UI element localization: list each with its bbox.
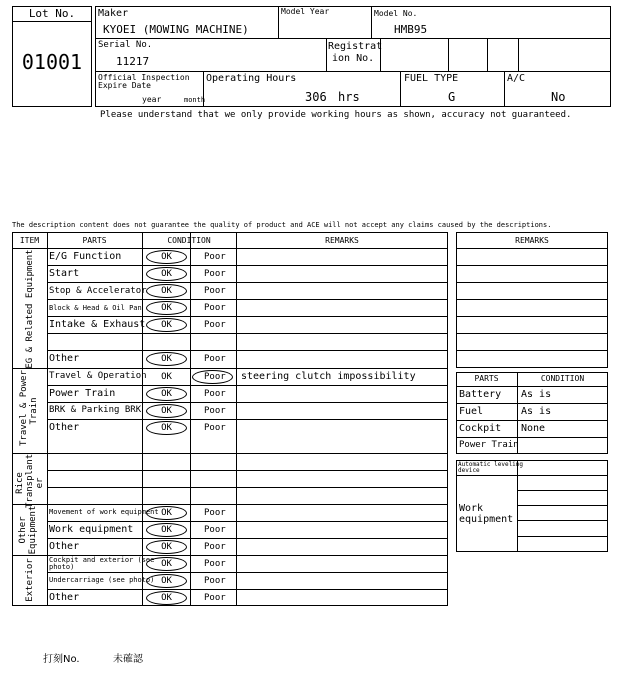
condition-ok: OK <box>161 559 172 569</box>
divider <box>47 419 448 420</box>
part-travel-other: Other <box>49 422 80 433</box>
divider <box>47 265 448 266</box>
condition-ok: OK <box>161 423 172 433</box>
condition-poor: Poor <box>204 559 226 569</box>
condition-poor: Poor <box>204 252 226 262</box>
group-rice: Rice <box>15 472 25 494</box>
lot-no-value: 01001 <box>21 50 83 74</box>
remark-travel-operation: steering clutch impossibility <box>241 371 416 382</box>
part-ext-other: Other <box>49 592 80 603</box>
lot-no-label: Lot No. <box>28 7 76 20</box>
divider <box>504 71 505 107</box>
part-undercarriage: Undercarriage (see photo) <box>49 576 155 584</box>
divider <box>456 437 608 438</box>
operating-hours-value: 306 <box>305 90 327 104</box>
month-label: month <box>184 96 206 104</box>
side-condition-header: CONDITION <box>540 374 585 383</box>
condition-poor: Poor <box>204 354 226 364</box>
inspection-label: Official Inspection <box>98 73 190 82</box>
side-condition: As is <box>521 389 552 400</box>
part-stop-accelerator: Stop & Accelerator <box>49 286 147 296</box>
model-no-value: HMB95 <box>394 23 428 36</box>
hours-unit: hrs <box>338 90 360 104</box>
part-travel-operation: Travel & Operation <box>49 371 147 381</box>
group-travel-2: Train <box>29 397 39 425</box>
divider <box>456 265 608 266</box>
divider <box>47 385 448 386</box>
condition-poor: Poor <box>204 389 226 399</box>
side-part: Fuel <box>459 406 484 417</box>
notice-text: Please understand that we only provide working hours as shown, accuracy not guaranteed. <box>100 110 572 120</box>
divider <box>517 536 608 537</box>
divider <box>12 453 448 454</box>
condition-header: CONDITION <box>167 236 211 245</box>
condition-ok: OK <box>161 372 172 382</box>
parts-header: PARTS <box>82 236 107 245</box>
divider <box>517 505 608 506</box>
divider <box>517 520 608 521</box>
divider <box>278 6 279 38</box>
condition-ok: OK <box>161 354 172 364</box>
divider <box>47 470 448 471</box>
item-header: ITEM <box>19 236 40 245</box>
divider <box>12 21 92 22</box>
group-rice-3: er <box>35 477 45 489</box>
condition-ok: OK <box>161 252 172 262</box>
divider <box>518 38 519 71</box>
group-other-equipment-2: Equipment <box>28 505 38 555</box>
divider <box>326 38 327 71</box>
right-remarks-box <box>456 232 608 368</box>
condition-poor: Poor <box>204 542 226 552</box>
condition-poor: Poor <box>204 320 226 330</box>
condition-ok: OK <box>161 269 172 279</box>
divider <box>517 490 608 491</box>
fuel-type-label: FUEL TYPE <box>404 73 459 84</box>
part-block-head: Block & Head & Oil Pan <box>49 304 142 312</box>
disclaimer-text: The description content does not guarantee the quality of product and ACE will not accept any claims caused by the descriptions. <box>12 221 552 229</box>
divider <box>12 504 448 505</box>
condition-ok: OK <box>161 542 172 552</box>
serial-no-value: 11217 <box>116 55 150 68</box>
condition-ok: OK <box>161 576 172 586</box>
registration-label-2: ion No. <box>332 53 375 64</box>
divider <box>95 38 611 39</box>
divider <box>456 333 608 334</box>
side-parts-header: PARTS <box>474 374 499 383</box>
divider <box>456 299 608 300</box>
part-power-train: Power Train <box>49 388 116 399</box>
divider <box>456 420 608 421</box>
maker-value: KYOEI (MOWING MACHINE) <box>103 23 249 36</box>
work-equipment-label-2: equipment <box>459 514 514 525</box>
part-intake-exhaust: Intake & Exhaust <box>49 319 146 330</box>
fuel-type-value: G <box>448 90 456 104</box>
divider <box>371 6 372 38</box>
ac-value: No <box>551 90 566 104</box>
divider <box>47 589 448 590</box>
remarks-header: REMARKS <box>325 236 359 245</box>
stamp-no-label: 打刻No. <box>43 654 80 665</box>
registration-label: Registrat <box>328 41 383 52</box>
part-cockpit-2: photo) <box>49 563 75 571</box>
auto-leveling-label: Automatic leveling <box>458 461 524 468</box>
part-oe-other: Other <box>49 541 80 552</box>
condition-ok: OK <box>161 320 172 330</box>
condition-poor: Poor <box>204 576 226 586</box>
part-eg-function: E/G Function <box>49 251 122 262</box>
group-travel: Travel & Power <box>19 370 29 446</box>
divider <box>456 403 608 404</box>
divider <box>12 368 448 369</box>
condition-poor: Poor <box>204 525 226 535</box>
year-label: year <box>142 95 162 104</box>
condition-ok: OK <box>161 406 172 416</box>
condition-ok: OK <box>161 389 172 399</box>
divider <box>95 71 611 72</box>
condition-poor: Poor <box>204 423 226 433</box>
side-part: Power Train <box>459 440 519 450</box>
divider <box>400 71 401 107</box>
divider <box>47 333 448 334</box>
condition-poor: Poor <box>204 372 226 382</box>
divider <box>456 350 608 351</box>
side-condition: As is <box>521 406 552 417</box>
divider <box>12 248 448 249</box>
condition-poor: Poor <box>204 286 226 296</box>
divider <box>448 38 449 71</box>
inspection-label-2: Expire Date <box>98 81 151 90</box>
divider <box>47 350 448 351</box>
condition-poor: Poor <box>204 269 226 279</box>
condition-poor: Poor <box>204 593 226 603</box>
part-work-equipment: Work equipment <box>49 524 134 535</box>
divider <box>47 402 448 403</box>
ac-label: A/C <box>507 73 526 84</box>
stamp-status: 未確認 <box>113 654 143 665</box>
part-start: Start <box>49 268 80 279</box>
condition-ok: OK <box>161 286 172 296</box>
divider <box>47 299 448 300</box>
auto-leveling-label-2: device <box>458 467 480 474</box>
condition-poor: Poor <box>204 406 226 416</box>
group-exterior: Exterior <box>25 558 35 602</box>
group-eg: EG & Related Equipment <box>25 249 35 369</box>
condition-ok: OK <box>161 593 172 603</box>
part-eg-other: Other <box>49 353 80 364</box>
part-movement-work: Movement of work equipment <box>49 508 159 516</box>
side-condition: None <box>521 423 546 434</box>
divider <box>47 521 448 522</box>
condition-ok: OK <box>161 303 172 313</box>
operating-hours-label: Operating Hours <box>206 73 297 84</box>
side-part: Battery <box>459 389 502 400</box>
condition-ok: OK <box>161 525 172 535</box>
serial-no-label: Serial No. <box>98 40 153 50</box>
divider <box>456 475 608 476</box>
divider <box>456 316 608 317</box>
divider <box>517 460 518 552</box>
divider <box>456 282 608 283</box>
work-equipment-label: Work <box>459 503 484 514</box>
divider <box>47 538 448 539</box>
divider <box>456 248 608 249</box>
maker-label: Maker <box>98 8 129 19</box>
group-rice-2: Transplant <box>25 453 35 508</box>
divider <box>47 316 448 317</box>
condition-poor: Poor <box>204 303 226 313</box>
side-part: Cockpit <box>459 423 502 434</box>
group-other-equipment: Other <box>18 516 28 544</box>
divider <box>47 487 448 488</box>
model-no-label: Model No. <box>374 9 418 18</box>
condition-poor: Poor <box>204 508 226 518</box>
divider <box>47 572 448 573</box>
part-brk: BRK & Parking BRK <box>49 405 142 415</box>
divider <box>47 282 448 283</box>
condition-ok: OK <box>161 508 172 518</box>
model-year-label: Model Year <box>281 7 330 16</box>
divider <box>456 386 608 387</box>
divider <box>487 38 488 71</box>
right-remarks-header: REMARKS <box>515 236 549 245</box>
part-cockpit: Cockpit and exterior (see <box>49 556 155 564</box>
